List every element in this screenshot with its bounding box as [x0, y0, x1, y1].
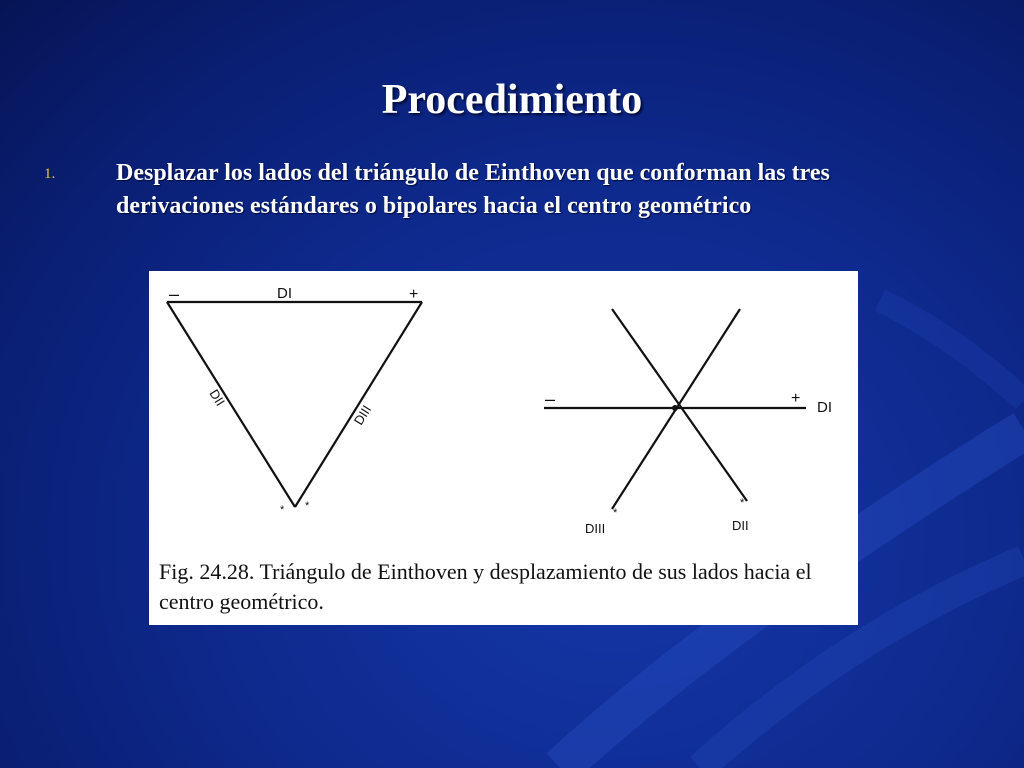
axes-arrow-right: *	[740, 497, 745, 509]
triangle-bottom-right-sign: *	[305, 500, 310, 512]
triangle-minus-sign: –	[169, 284, 180, 304]
triangle-side-dii	[167, 302, 295, 507]
axes-diii-label: DIII	[585, 521, 606, 536]
axes-minus-sign: –	[545, 389, 556, 409]
triangle-bottom-left-sign: *	[280, 504, 285, 516]
axes-arrow-left: *	[613, 507, 618, 519]
slide-title: Procedimiento	[381, 77, 643, 123]
triangle-side-diii	[295, 302, 422, 507]
bullet-text: Desplazar los lados del triángulo de Einthoven que conforman las tres derivaciones estándares o bipolares hacia el centro geométrico	[116, 160, 830, 219]
axes-di-label: DI	[817, 399, 832, 416]
triangle-right-label: DIII	[350, 402, 375, 428]
einthoven-figure	[149, 271, 858, 625]
axes-plus-sign: +	[791, 390, 801, 407]
triangle-top-label: DI	[277, 285, 292, 302]
figure-caption: Fig. 24.28. Triángulo de Einthoven y desplazamiento de sus lados hacia el centro geométrico.	[159, 559, 812, 614]
triangle-plus-sign: +	[409, 286, 419, 303]
bullet-number: 1.	[44, 166, 56, 182]
axes-dii-label: DII	[732, 518, 749, 533]
triangle-left-label: DII	[206, 386, 228, 409]
einthoven-triangle	[167, 302, 422, 507]
axes-center-point	[672, 405, 678, 411]
